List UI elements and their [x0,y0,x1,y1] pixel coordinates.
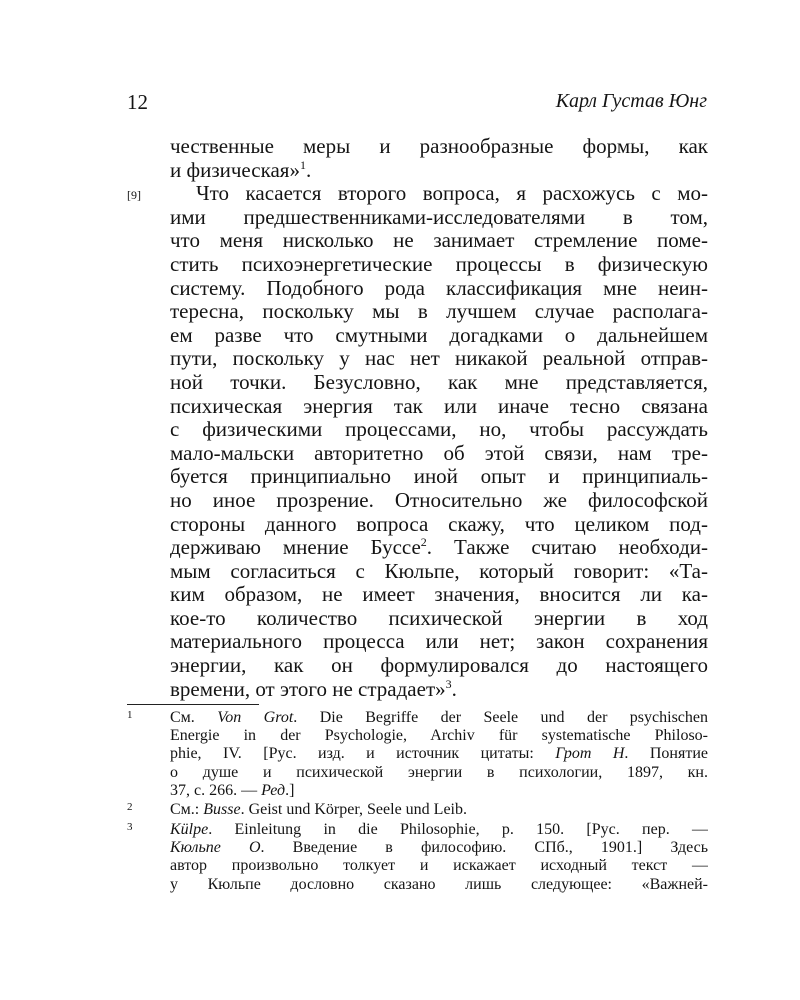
footnote-number: 1 [127,709,133,721]
main-text [170,135,708,701]
footnote-line: о душе и психической энергии в психологии, 1897, кн. [170,763,708,781]
text-fragment: . [451,677,457,701]
text-line: ими предшественниками-исследователями в том, [170,205,708,229]
footnote-number: 2 [127,801,133,813]
paragraph-marker: [9] [127,188,141,202]
footnote-ref: 2 [420,536,427,550]
author-name: Грот Н [555,745,625,763]
author-name: Von Grot [217,709,294,726]
text-fragment: и физическая» [170,158,300,182]
footnote-text [170,801,708,819]
text-fragment: 37, с. 266. — [170,781,262,799]
text-line: ной точки. Безусловно, как мне представляется, [170,370,708,394]
footnote-line [170,709,708,727]
text-fragment: . Einleitung in die Philosophie, p. 150. [Рус. пер. — [208,821,708,838]
text-line: с физическими процессами, но, чтобы рассуждать [170,418,708,442]
text-line: пути, поскольку у нас нет никакой реальной отправ- [170,347,708,371]
text-fragment: . Die Begriffe der Seele und der psychischen [293,709,708,726]
text-line: тересна, поскольку мы в лучшем случае располага- [170,300,708,324]
footnote-line [170,839,708,857]
text-fragment: . Также считаю необходи- [426,536,708,560]
page-header [127,90,707,116]
text-line: что меня нисколько не занимает стремление поме- [170,229,708,253]
footnote-line: автор произвольно толкует и искажает исходный текст — [170,857,708,875]
footnote-ref: 1 [299,158,306,172]
text-line: кое-то количество психической энергии в ход [170,606,708,630]
author-name: Busse [203,801,241,818]
text-line: энергии, как он формулировался до настоящего [170,654,708,678]
footnote-line [170,801,708,819]
text-fragment: См. [170,709,218,726]
footnote-line: Energie in der Psychologie, Archiv für systematische Philoso- [170,727,708,745]
text-line: материального процесса или нет; закон сохранения [170,630,708,654]
text-fragment: времени, от этого не страдает» [170,677,446,701]
text-line: мало-мальски авторитетно об этой связи, нам тре- [170,441,708,465]
author-name: Кюльпе О [170,839,261,857]
text-fragment: . Geist und Körper, Seele und Leib. [240,801,467,818]
text-line: психическая энергия так или иначе тесно связана [170,394,708,418]
text-fragment: держиваю мнение Буссе [170,536,421,560]
author-name: Külpe [170,821,209,838]
footnote-line: у Кюльпе дословно сказано лишь следующее: «Важней- [170,875,708,893]
text-line: Что касается второго вопроса, я расхожусь с мо- [196,182,708,206]
page-number: 12 [127,90,148,114]
footnote-text [170,821,708,894]
text-line: и физическая»$^1$. [170,158,312,182]
footnote-divider [127,704,259,705]
text-line [170,536,708,560]
text-fragment: См.: [170,801,204,818]
text-fragment: .] [285,781,295,799]
text-line: стить психоэнергетические процессы в физическую [170,252,708,276]
text-fragment: phie, IV. [Рус. изд. и источник цитаты: [170,745,556,763]
text-fragment: . Введение в философию. СПб., 1901.] Здесь [260,839,708,857]
text-fragment: . Понятие [624,745,708,763]
footnote-number: 3 [127,821,133,833]
running-title: Карл Густав Юнг [555,90,707,112]
text-line: чественные меры и разнообразные формы, как [170,135,708,158]
text-line [170,678,708,702]
text-line: ем разве что смутными догадками о дальнейшем [170,323,708,347]
footnote-line [170,782,708,800]
footnote-line [170,821,708,839]
text-line: но иное прозрение. Относительно же философской [170,488,708,512]
footnote-text [170,709,708,800]
footnote-line [170,745,708,763]
editor-mark: Ред [261,781,286,799]
text-line: стороны данного вопроса скажу, что целиком под- [170,512,708,536]
text-line: ким образом, не имеет значения, вносится ли ка- [170,583,708,607]
footnote-ref: 3 [445,677,452,691]
text-line: мым согласиться с Кюльпе, который говорит: «Та- [170,559,708,583]
text-line: буется принципиально иной опыт и принципиаль- [170,465,708,489]
text-line: систему. Подобного рода классификация мне неин- [170,276,708,300]
